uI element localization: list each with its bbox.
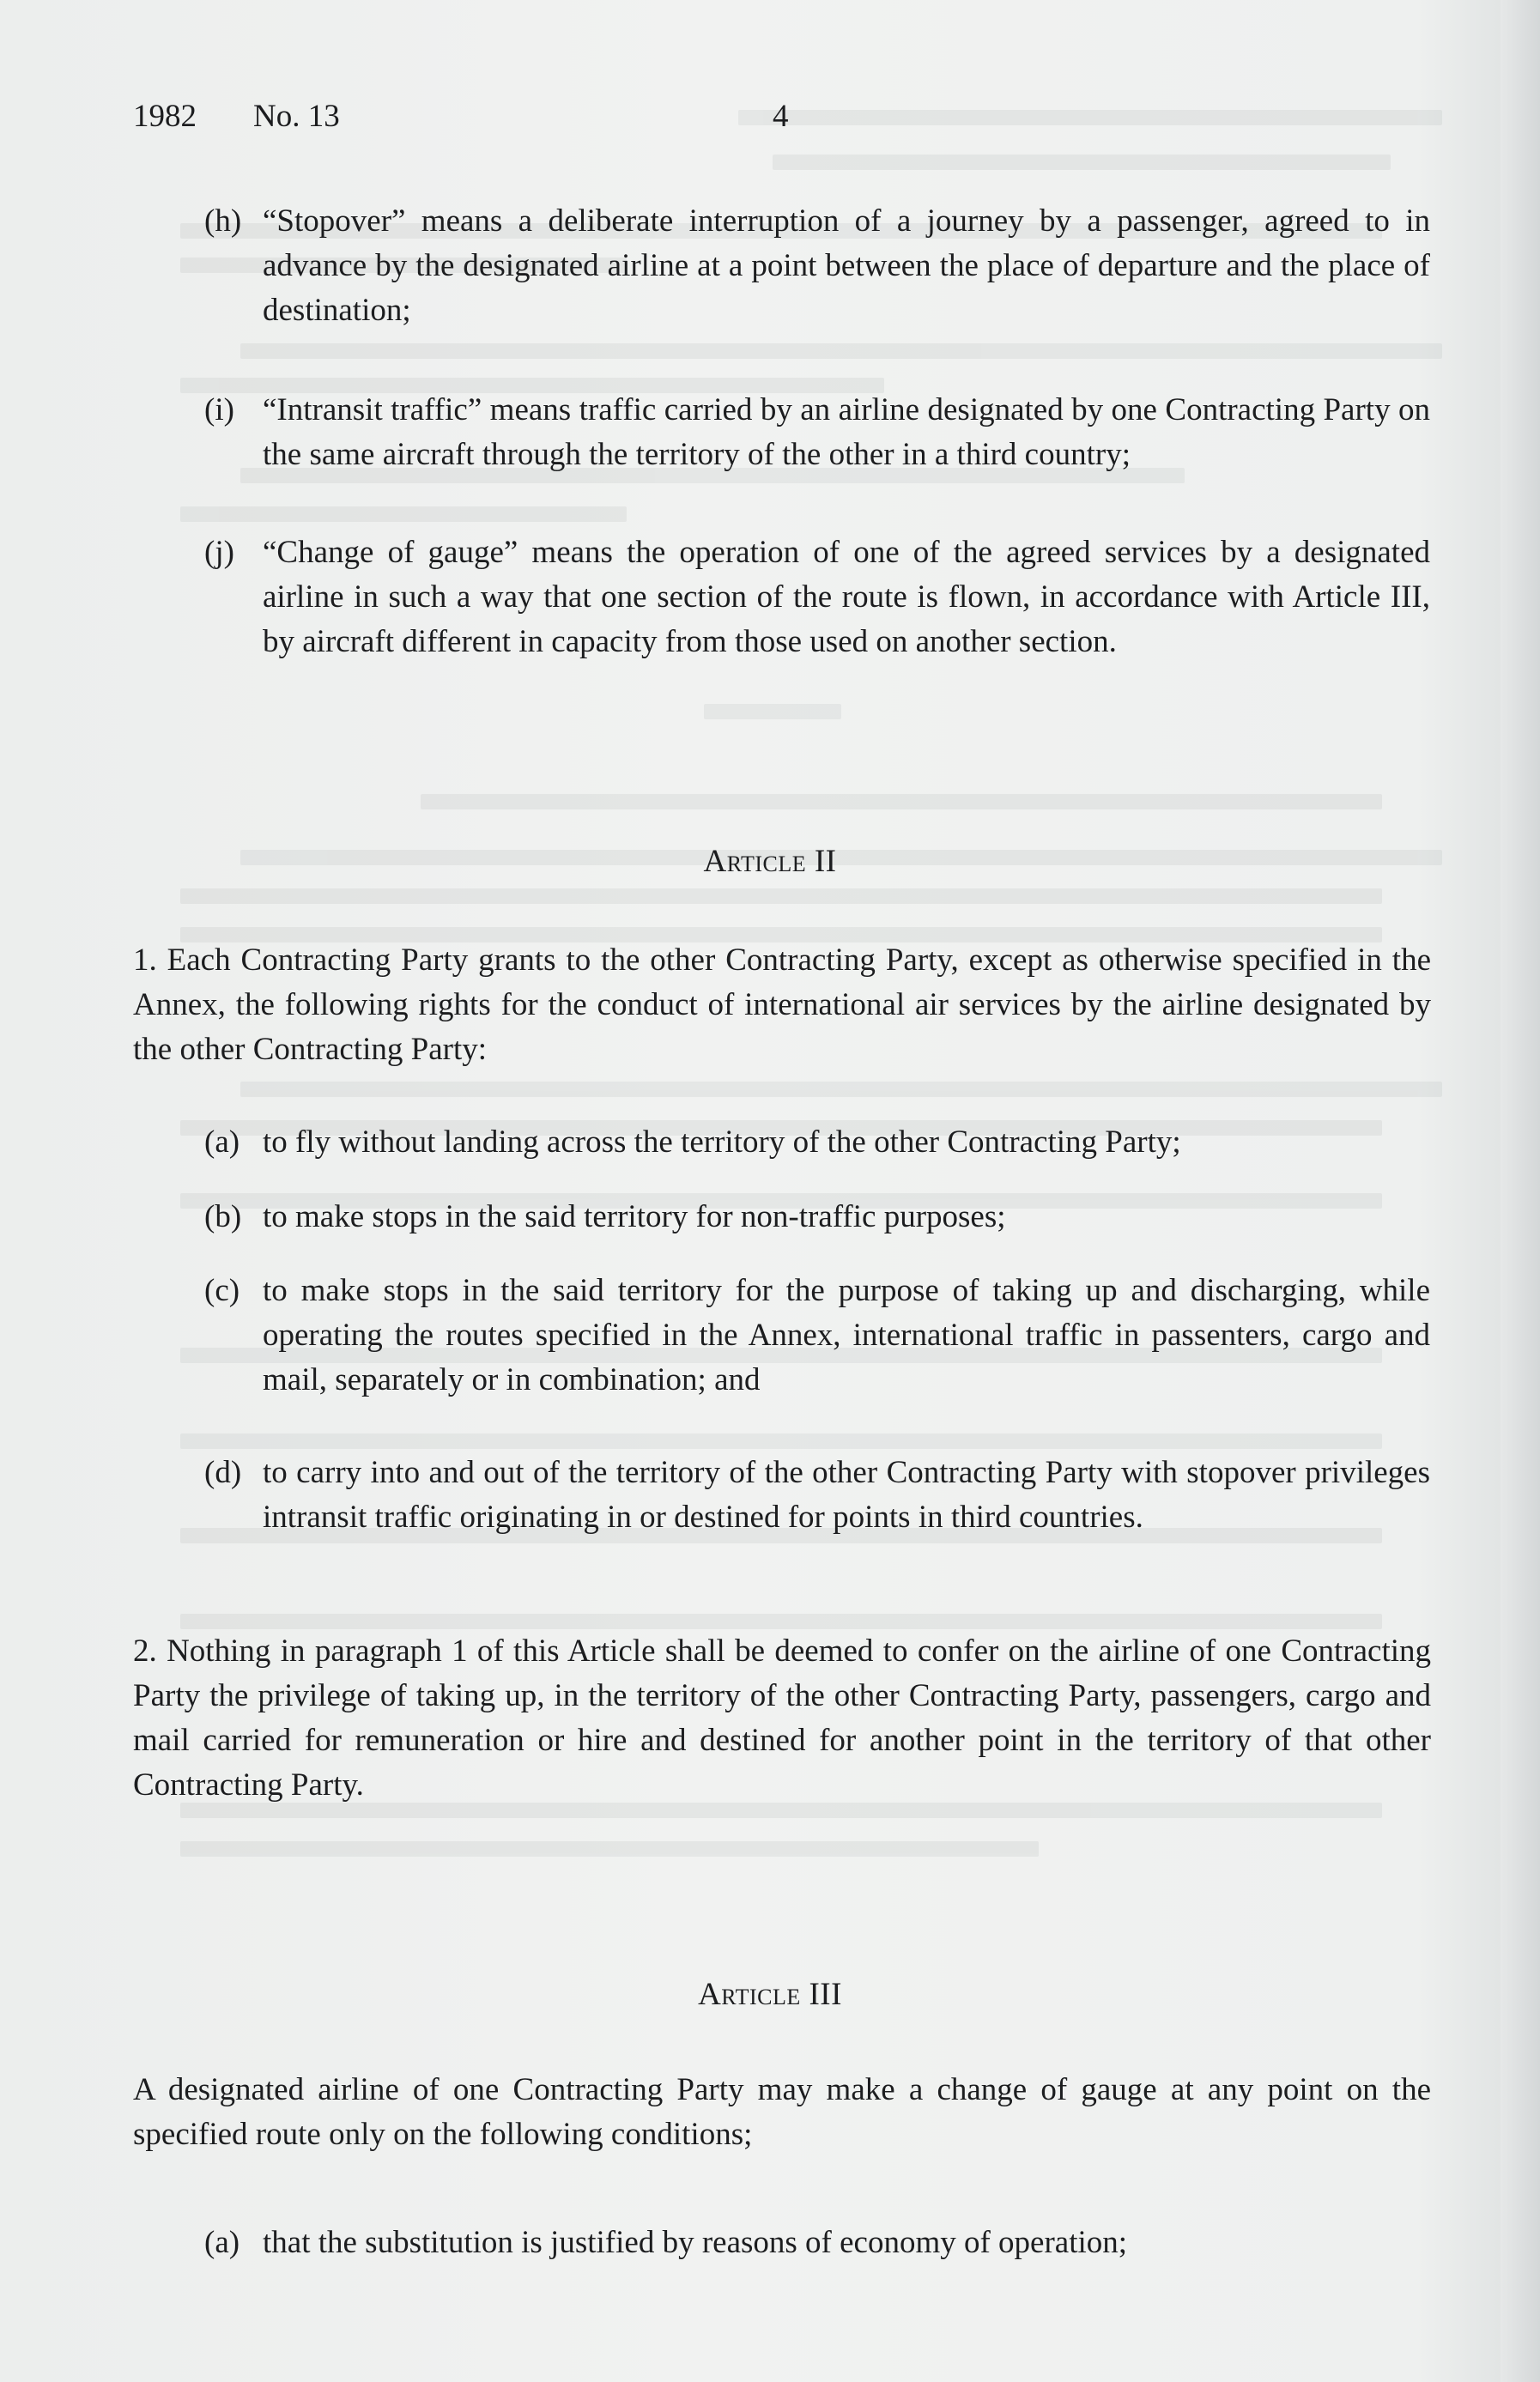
item-label: (a) (204, 2225, 240, 2260)
item-text: to make stops in the said territory for non-traffic purposes; (263, 1199, 1006, 1234)
item-text: to carry into and out of the territory of the other Contracting Party with stopover privileges intransit traffic originating in or destined for points in third countries. (263, 1455, 1430, 1535)
definition-label: (i) (204, 392, 234, 427)
article-2-paragraph-1: 1. Each Contracting Party grants to the other Contracting Party, except as otherwise specified in the Annex, the following rights for the conduct of international air services by the airline designated by the other Contracting Party: (133, 942, 1431, 1067)
article-3-heading: Article III (698, 1977, 842, 2012)
item-label: (c) (204, 1273, 240, 1308)
article-3-intro: A designated airline of one Contracting Party may make a change of gauge at any point on the specified route only on the following conditions; (133, 2072, 1431, 2152)
item-label: (d) (204, 1455, 242, 1490)
item-text: to make stops in the said territory for the purpose of taking up and discharging, while operating the routes specified in the Annex, international traffic in passenters, cargo and mail, separately or in combination; and (263, 1273, 1430, 1397)
article-2-heading: Article II (703, 844, 837, 879)
item-label: (a) (204, 1124, 240, 1160)
definition-text: “Intransit traffic” means traffic carried by an airline designated by one Contracting Party on the same aircraft through the territory of the other in a third country; (263, 392, 1430, 472)
page-edge-shadow (1501, 0, 1540, 2382)
item-label: (b) (204, 1199, 242, 1234)
definition-text: “Stopover” means a deliberate interruption of a journey by a passenger, agreed to in advance by the designated airline at a point between the place of departure and the place of destination; (263, 203, 1430, 328)
header-number: No. 13 (253, 99, 340, 134)
item-text: to fly without landing across the territory of the other Contracting Party; (263, 1124, 1181, 1160)
definition-text: “Change of gauge” means the operation of one of the agreed services by a designated airline in such a way that one section of the route is flown, in accordance with Article III, by aircraft different in capacity from those used on another section. (263, 535, 1430, 659)
header-year: 1982 (133, 99, 197, 134)
article-2-paragraph-2: 2. Nothing in paragraph 1 of this Article shall be deemed to confer on the airline of one Contracting Party the privilege of taking up, in the territory of the other Contracting Party, passengers, cargo and mail carried for remuneration or hire and destined for another point in the territory of that other Contracting Party. (133, 1633, 1431, 1803)
page-number: 4 (773, 99, 789, 134)
definition-label: (h) (204, 203, 242, 239)
definition-label: (j) (204, 535, 234, 570)
item-text: that the substitution is justified by reasons of economy of operation; (263, 2225, 1128, 2260)
